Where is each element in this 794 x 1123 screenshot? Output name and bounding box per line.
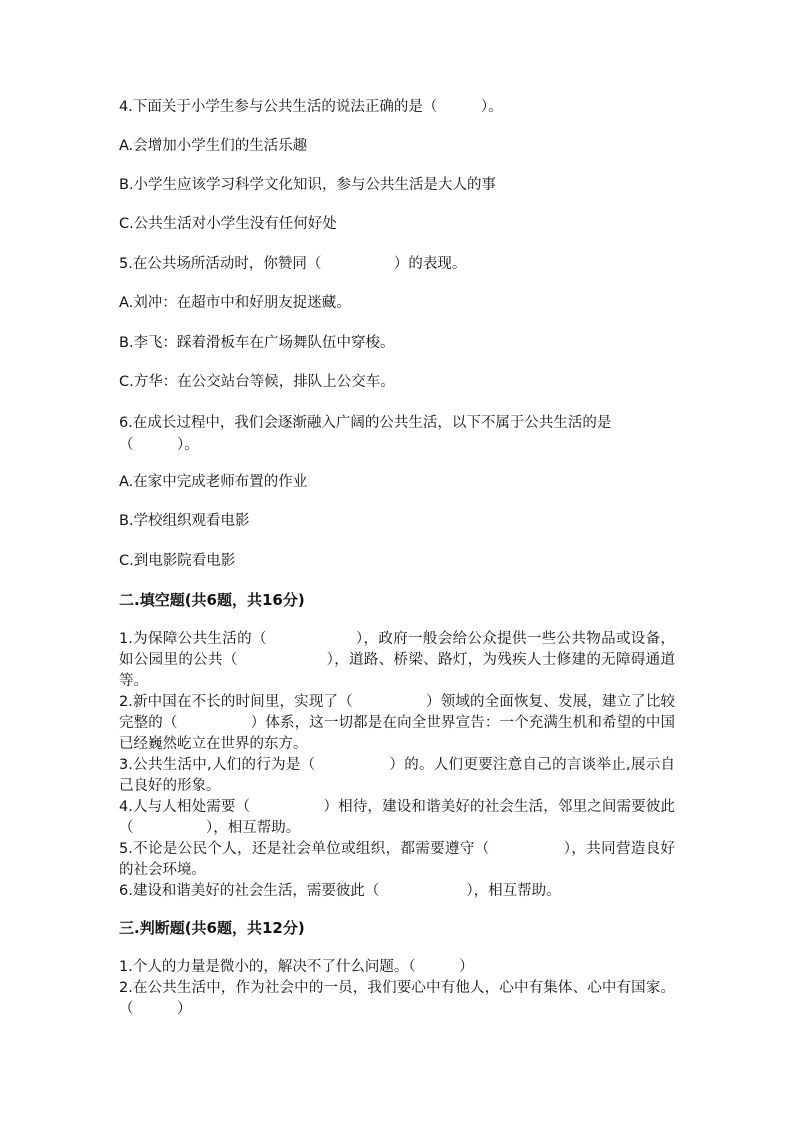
fill-blank-item-3: 3.公共生活中,人们的行为是（ ）的。人们更要注意自己的言谈举止,展示自己良好的形象。 [119,757,675,794]
judgement-item-2: 2.在公共生活中，作为社会中的一员，我们要心中有他人，心中有集体、心中有国家。（ ） [119,980,675,1017]
question-4-option-b: B.小学生应该学习科学文化知识，参与公共生活是大人的事 [119,177,497,193]
fill-blank-section-heading: 二.填空题(共6题，共16分) [119,591,305,609]
question-5-option-b: B.李飞：踩着滑板车在广场舞队伍中穿梭。 [119,335,395,351]
judgement-list [119,957,675,1020]
judgement-section-heading: 三.判断题(共6题，共12分) [119,919,305,937]
judgement-item-1: 1.个人的力量是微小的，解决不了什么问题。（ ） [119,959,474,975]
fill-blank-item-6: 6.建设和谐美好的社会生活，需要彼此（ ），相互帮助。 [119,883,561,899]
fill-blank-item-4: 4.人与人相处需要（ ）相待，建设和谐美好的社会生活，邻里之间需要彼此（ ），相互帮助。 [119,799,675,836]
question-6-option-a: A.在家中完成老师布置的作业 [119,474,308,490]
question-4-option-a: A.会增加小学生们的生活乐趣 [119,138,308,154]
question-6-option-b: B.学校组织观看电影 [119,513,250,529]
question-4-option-c: C.公共生活对小学生没有任何好处 [119,216,337,232]
question-6-stem: 6.在成长过程中，我们会逐渐融入广阔的公共生活，以下不属于公共生活的是（ ）。 [119,415,612,453]
question-5-option-a: A.刘冲：在超市中和好朋友捉迷藏。 [119,295,351,311]
fill-blank-item-5: 5.不论是公民个人，还是社会单位或组织，都需要遵守（ ），共同营造良好的社会环境。 [119,841,675,878]
question-5-option-c: C.方华：在公交站台等候，排队上公交车。 [119,374,395,390]
question-4-stem: 4.下面关于小学生参与公共生活的说法正确的是（ ）。 [119,99,503,115]
fill-blank-item-1: 1.为保障公共生活的（ ），政府一般会给公众提供一些公共物品或设备，如公园里的公共（ ），道路、桥梁、路灯，为残疾人士修建的无障碍通道等。 [119,631,675,689]
question-5-stem: 5.在公共场所活动时，你赞同（ ）的表现。 [119,256,467,272]
fill-blank-list [119,629,675,902]
fill-blank-item-2: 2.新中国在不长的时间里，实现了（ ）领域的全面恢复、发展，建立了比较完整的（ ）体系，这一切都是在向全世界宣告：一个充满生机和希望的中国已经巍然屹立在世界的东方。 [119,694,675,752]
question-6-option-c: C.到电影院看电影 [119,553,236,569]
